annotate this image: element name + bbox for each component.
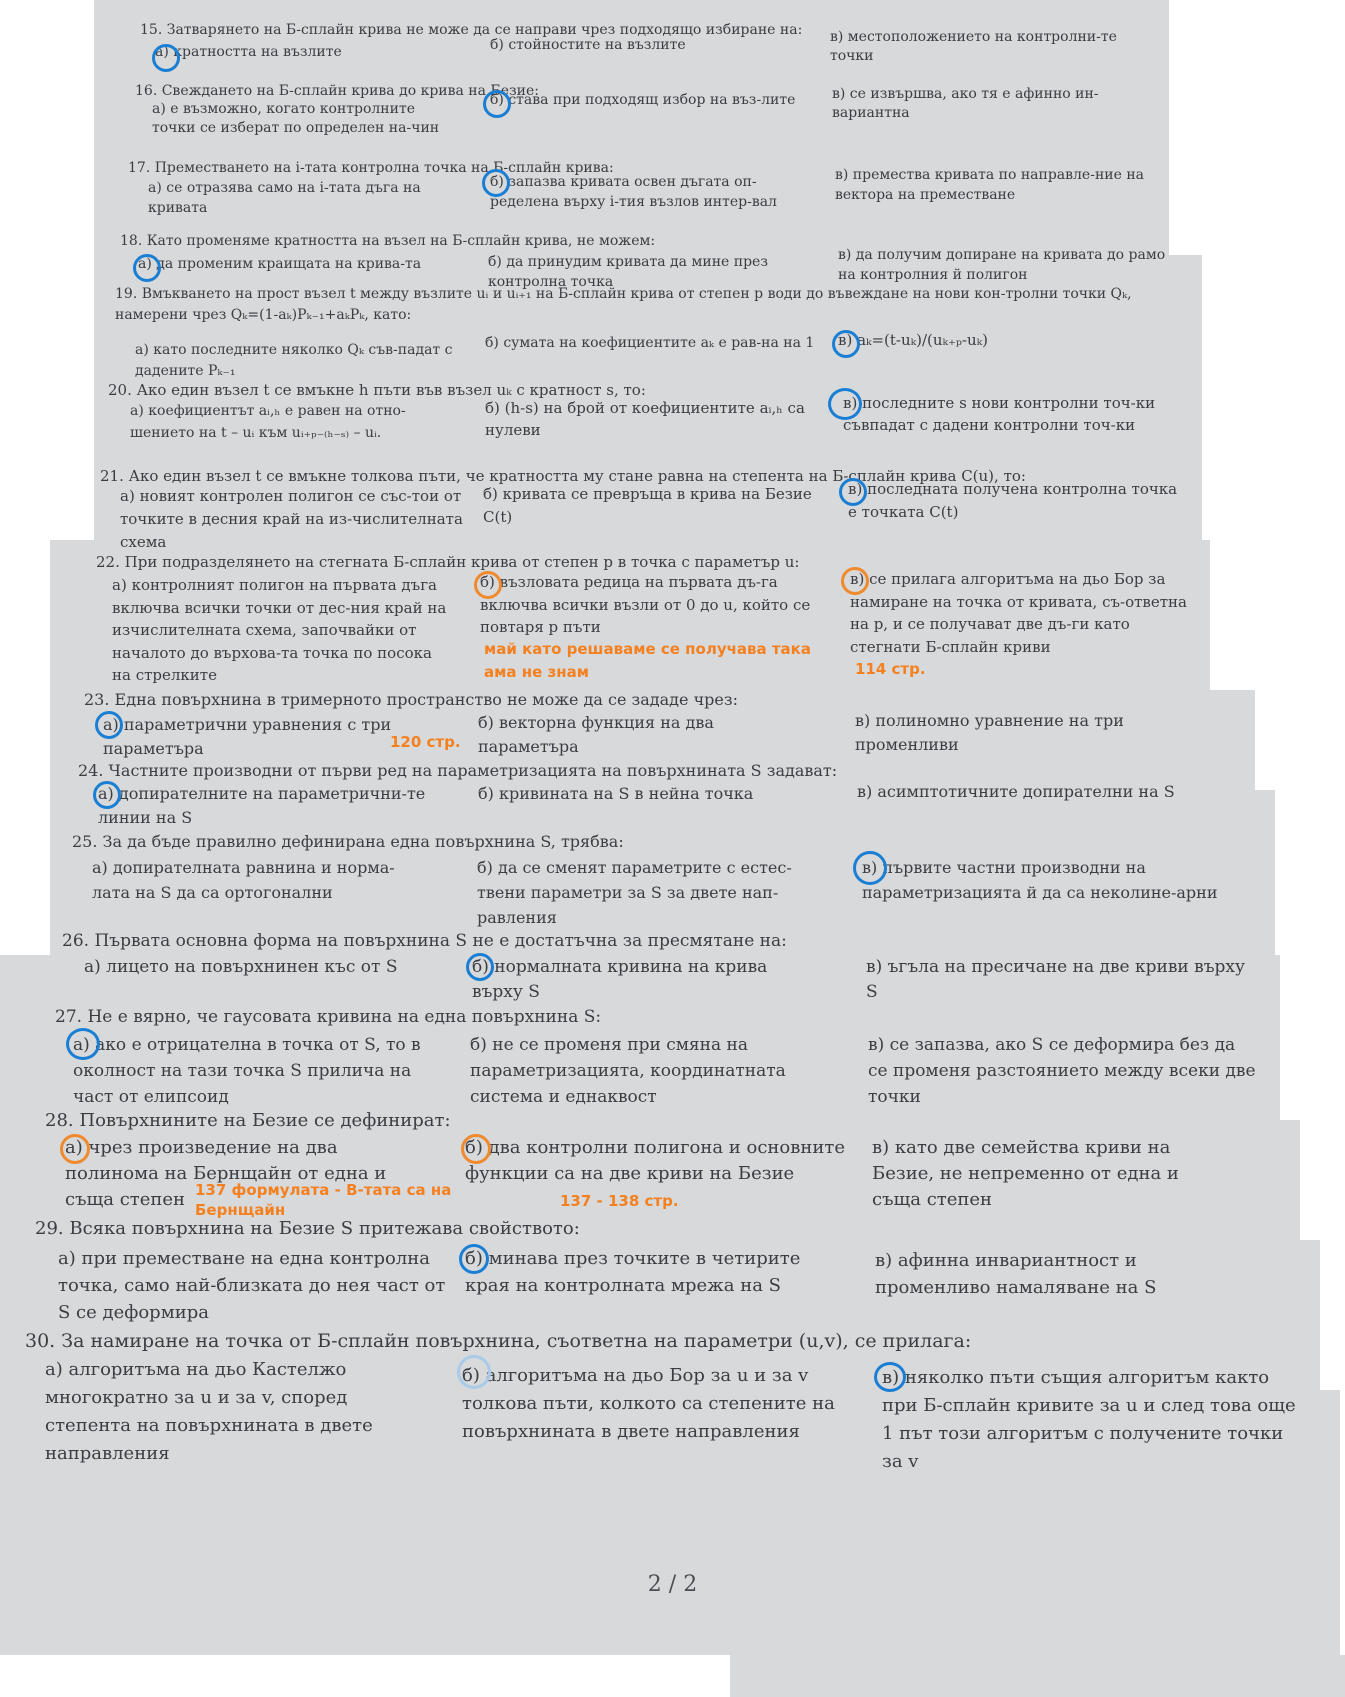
q15-option-b: б) стойностите на възлите — [490, 37, 686, 53]
q18-option-b: б) да принудим кривата да мине през контролна точка — [488, 254, 768, 290]
q21-option-b: б) кривата се превръща в крива на Безие C(t) — [483, 485, 812, 526]
answer-circle-q28-b — [461, 1134, 491, 1164]
q21-option-a: а) новият контролен полигон се със-тои от точките в десния край на из-числителната схема — [120, 487, 463, 551]
answer-circle-q23 — [95, 711, 123, 739]
q30-option-c: в) няколко пъти същия алгоритъм както при Б-сплайн кривите за u и след това още 1 път този алгоритъм с получените точки за v — [882, 1367, 1296, 1472]
q24-option-b: б) кривината на S в нейна точка — [478, 784, 754, 803]
note-q28-a: 137 формулата - В-тата са на Бернщайн — [195, 1181, 452, 1219]
q23-option-b: б) векторна функция на два параметъра — [478, 713, 714, 756]
answer-circle-q15 — [152, 44, 180, 72]
q27-option-c: в) се запазва, ако S се деформира без да се променя разстоянието между всеки две точки — [868, 1035, 1256, 1107]
q19-option-a: а) като последните няколко Qₖ съв-падат с дадените Pₖ₋₁ — [135, 342, 453, 379]
q26-option-a: а) лицето на повърхнинен къс от S — [84, 957, 398, 977]
question-30: 30. За намиране на точка от Б-сплайн повърхнина, съответна на параметри (u,v), се прилага: — [25, 1330, 972, 1352]
q17-option-a: а) се отразява само на i-тата дъга на кривата — [148, 180, 421, 216]
answer-circle-q17 — [482, 169, 510, 197]
answer-circle-q24 — [93, 781, 121, 809]
q20-option-a: а) коефициентът aᵢ,ₕ е равен на отно-шението на t – uᵢ към uᵢ₊ₚ₋₍ₕ₋ₛ₎ – uᵢ. — [130, 403, 406, 441]
answer-circle-q25 — [853, 851, 887, 885]
paper-strip — [730, 1655, 1345, 1697]
q22-option-c: в) се прилага алгоритъма на дьо Бор за намиране на точка от кривата, съ-ответна на p, и се получават две дъ-ги като стегнати Б-сплайн криви — [850, 570, 1187, 656]
q28-option-a: а) чрез произведение на два полинома на Бернщайн от една и съща степен — [65, 1137, 387, 1210]
q30-option-b: б) алгоритъма на дьо Бор за u и за v толкова пъти, колкото са степените на повърхнината в двете направления — [462, 1365, 835, 1442]
question-24: 24. Частните производни от първи ред на параметризацията на повърхнината S задават: — [78, 761, 838, 780]
answer-circle-q22-c — [841, 567, 869, 595]
q23-option-a: а) параметрични уравнения с три параметъра — [103, 715, 392, 758]
q18-option-a: а) да променим краищата на крива-та — [138, 256, 422, 272]
answer-circle-q22-b — [474, 571, 502, 599]
q16-option-b: б) става при подходящ избор на въз-лите — [490, 92, 796, 108]
q21-option-c: в) последната получена контролна точка е точката C(t) — [848, 480, 1178, 521]
q23-option-c: в) полиномно уравнение на три променливи — [855, 711, 1124, 754]
page-number: 2 / 2 — [647, 1572, 698, 1597]
q22-option-b: б) възловата редица на първата дъ-га включва всички възли от 0 до u, който се повтаря p пъти — [480, 573, 811, 636]
q15-option-c: в) местоположението на контролни-те точки — [830, 29, 1117, 64]
answer-circle-q16 — [483, 90, 511, 118]
question-23: 23. Една повърхнина в тримерното пространство не може да се зададе чрез: — [84, 690, 738, 709]
note-q22-b: май като решаваме се получава така ама не знам — [484, 640, 811, 681]
q27-option-b: б) не се променя при смяна на параметризацията, координатната система и еднаквост — [470, 1035, 786, 1107]
q20-option-b: б) (h-s) на брой от коефициентите aᵢ,ₕ са нулеви — [485, 399, 805, 439]
question-19: 19. Вмъкването на прост възел t между възлите uᵢ и uᵢ₊₁ на Б-сплайн крива от степен p води до въвеждане на нови кон-тролни точки Qₖ, намерени чрез Qₖ=(1-aₖ)Pₖ₋₁+aₖPₖ, като: — [115, 286, 1132, 323]
answer-circle-q26 — [466, 953, 494, 981]
q29-option-b: б) минава през точките в четирите края на контролната мрежа на S — [465, 1248, 801, 1296]
q20-option-c: в) последните s нови контролни точ-ки съвпадат с дадени контролни точ-ки — [843, 394, 1156, 434]
q28-option-b: б) два контролни полигона и основните функции са на две криви на Безие — [465, 1137, 845, 1184]
answer-circle-q21 — [839, 478, 867, 506]
note-q23: 120 стр. — [390, 733, 461, 751]
answer-circle-q20 — [828, 388, 862, 420]
question-21: 21. Ако един възел t се вмъкне толкова пъти, че кратността му стане равна на степента на Б-сплайн крива C(u), то: — [100, 467, 1026, 485]
question-29: 29. Всяка повърхнина на Безие S притежава свойството: — [35, 1218, 580, 1239]
note-q28-b: 137 - 138 стр. — [560, 1192, 679, 1210]
question-20: 20. Ако един възел t се вмъкне h пъти във възел uₖ с кратност s, то: — [108, 381, 646, 399]
q25-option-a: а) допирателната равнина и норма-лата на S да са ортогонални — [92, 858, 395, 902]
answer-circle-q29 — [459, 1244, 489, 1274]
question-17: 17. Преместването на i-тата контролна точка на Б-сплайн крива: — [128, 160, 614, 176]
question-15: 15. Затварянето на Б-сплайн крива не може да се направи чрез подходящо избиране на: — [140, 22, 803, 38]
q27-option-a: а) ако е отрицателна в точка от S, то в околност на тази точка S прилича на част от елипсоид — [73, 1035, 421, 1107]
answer-circle-q18 — [133, 254, 161, 282]
q28-option-c: в) като две семейства криви на Безие, не непременно от една и съща степен — [872, 1137, 1179, 1210]
q17-option-b: б) запазва кривата освен дъгата оп-ределена върху i-тия възлов интер-вал — [490, 174, 777, 210]
q15-option-a: а) кратността на възлите — [155, 44, 342, 60]
question-26: 26. Първата основна форма на повърхнина S не е достатъчна за пресмятане на: — [62, 931, 787, 951]
answer-circle-q30-b — [457, 1355, 491, 1389]
q25-option-b: б) да се сменят параметрите с естес-твени параметри за S за двете нап-равления — [477, 858, 792, 927]
question-16: 16. Свеждането на Б-сплайн крива до крива на Безие: — [135, 83, 539, 99]
q19-option-c: в) aₖ=(t-uₖ)/(uₖ₊ₚ-uₖ) — [838, 331, 988, 349]
question-28: 28. Повърхнините на Безие се дефинират: — [45, 1110, 451, 1131]
q25-option-c: в) първите частни производни на параметризацията й да са неколине-арни — [862, 858, 1218, 902]
q16-option-c: в) се извършва, ако тя е афинно ин-вариантна — [832, 86, 1099, 121]
answer-circle-q19 — [832, 330, 860, 358]
q17-option-c: в) премества кривата по направле-ние на вектора на преместване — [835, 167, 1145, 203]
q24-option-c: в) асимптотичните допирателни на S — [857, 782, 1175, 801]
q29-option-c: в) афинна инвариантност и променливо намаляване на S — [875, 1250, 1157, 1298]
answer-circle-q28-a — [60, 1134, 90, 1164]
question-22: 22. При подразделянето на стегната Б-сплайн крива от степен p в точка с параметър u: — [96, 553, 800, 571]
q22-option-a: а) контролният полигон на първата дъга включва всички точки от дес-ния край на изчислителната схема, започвайки от началото до върхова-та точка по посока на стрелките — [112, 576, 447, 684]
question-25: 25. За да бъде правилно дефинирана една повърхнина S, трябва: — [72, 832, 624, 851]
q19-option-b: б) сумата на коефициентите aₖ е рав-на на 1 — [485, 335, 815, 351]
q26-option-b: б) нормалната кривина на крива върху S — [472, 957, 768, 1002]
q29-option-a: а) при преместване на една контролна точка, само най-близката до нея част от S се деформира — [58, 1248, 446, 1323]
note-q22-c: 114 стр. — [855, 660, 926, 678]
q24-option-a: а) допирателните на параметрични-те линии на S — [98, 784, 426, 827]
q18-option-c: в) да получим допиране на кривата до рамо на контролния й полигон — [838, 247, 1166, 283]
question-27: 27. Не е вярно, че гаусовата кривина на една повърхнина S: — [55, 1007, 602, 1027]
answer-circle-q30-c — [874, 1362, 906, 1392]
question-18: 18. Като променяме кратността на възел на Б-сплайн крива, не можем: — [120, 233, 656, 249]
answer-circle-q27 — [66, 1028, 100, 1060]
q26-option-c: в) ъгъла на пресичане на две криви върху S — [866, 957, 1246, 1002]
q16-option-a: а) е възможно, когато контролните точки се изберат по определен на-чин — [152, 101, 440, 136]
q30-option-a: а) алгоритъма на дьо Кастелжо многократно за u и за v, според степента на повърхнината в двете направления — [45, 1359, 373, 1464]
